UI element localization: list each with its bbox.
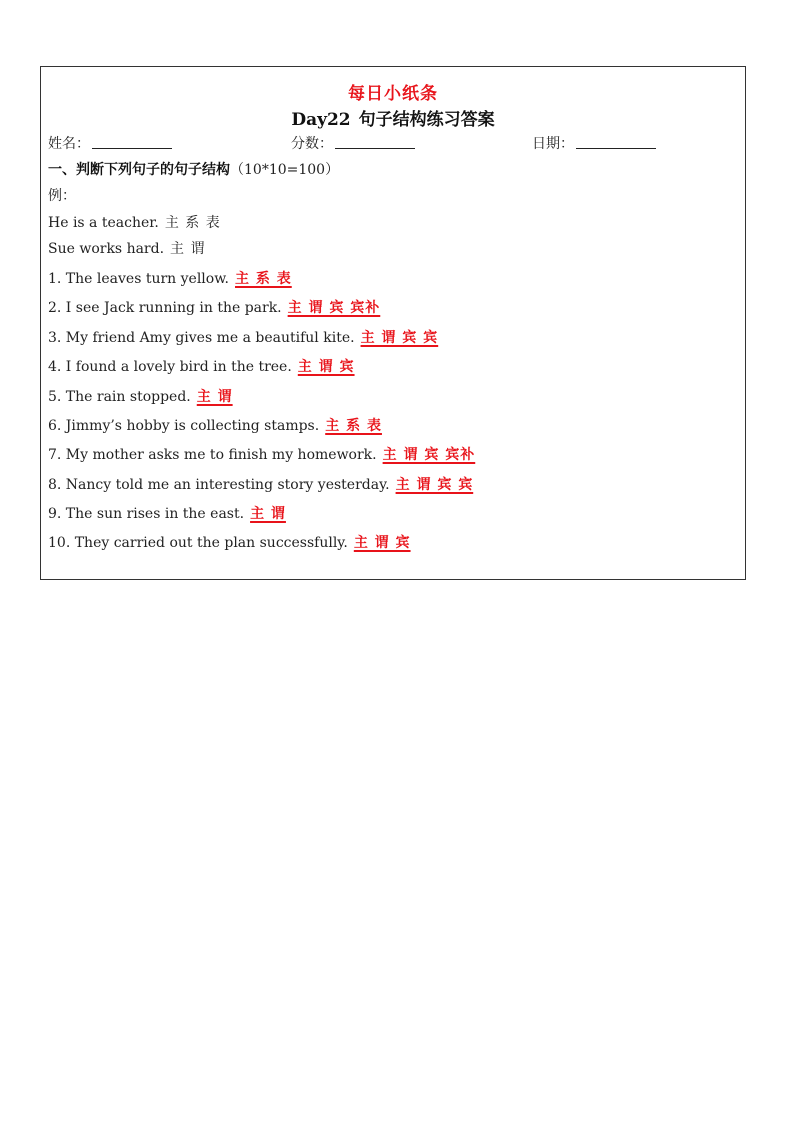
question-answer: 主 谓 宾 [353,535,411,551]
question-item [48,356,355,376]
question-answer: 主 系 表 [235,271,292,287]
worksheet-frame [40,66,746,580]
question-text: 4. I found a lovely bird in the tree. [48,359,292,375]
question-item [48,327,438,347]
score-field [291,133,415,153]
section-heading [48,159,339,179]
example-label: 例： [48,188,76,204]
score-label: 分数： [291,136,333,152]
question-item [48,297,380,317]
date-blank[interactable] [576,134,656,149]
question-text: 1. The leaves turn yellow. [48,271,229,287]
section-score: （10*10=100） [230,162,340,178]
question-text: 2. I see Jack running in the park. [48,300,282,316]
day-label: Day22 [291,110,351,130]
worksheet-title [41,105,745,130]
question-text: 5. The rain stopped. [48,389,191,405]
section-title: 一、判断下列句子的句子结构 [48,162,230,178]
question-answer: 主 谓 宾 宾 [395,477,474,493]
example-item [48,212,221,232]
example-sentence: Sue works hard. [48,241,165,257]
question-answer: 主 谓 宾 宾补 [287,300,381,316]
student-info-row [41,133,745,155]
score-blank[interactable] [335,134,415,149]
question-item [48,474,473,494]
question-item [48,386,233,406]
question-answer: 主 谓 [250,506,286,522]
question-text: 6. Jimmy’s hobby is collecting stamps. [48,418,320,434]
question-answer: 主 谓 [196,389,233,405]
question-answer: 主 谓 宾 宾 [360,330,439,346]
name-field [48,133,172,153]
question-answer: 主 系 表 [325,418,382,434]
question-text: 3. My friend Amy gives me a beautiful kite. [48,330,355,346]
name-blank[interactable] [92,134,172,149]
example-sentence: He is a teacher. [48,215,159,231]
question-item [48,415,382,435]
question-item [48,503,286,523]
question-item [48,444,475,464]
example-item [48,238,206,258]
question-item [48,268,292,288]
name-label: 姓名： [48,136,90,152]
question-text: 9. The sun rises in the east. [48,506,245,522]
question-text: 10. They carried out the plan successfully. [48,535,348,551]
question-answer: 主 谓 宾 宾补 [382,447,476,463]
question-text: 7. My mother asks me to finish my homework. [48,447,377,463]
date-label: 日期： [532,136,574,152]
question-answer: 主 谓 宾 [297,359,355,375]
example-answer: 主 系 表 [164,215,221,231]
question-text: 8. Nancy told me an interesting story yesterday. [48,477,390,493]
worksheet-subtitle: 每日小纸条 [348,84,438,104]
title-text: 句子结构练习答案 [358,110,495,130]
example-answer: 主 谓 [170,241,206,257]
question-item [48,532,411,552]
date-field [532,133,656,153]
